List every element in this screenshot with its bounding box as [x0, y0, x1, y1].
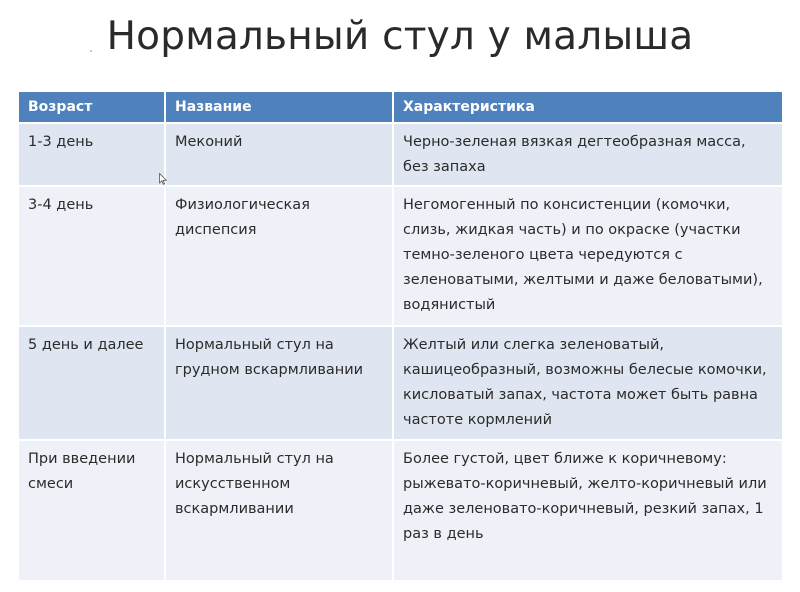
table-row: [19, 186, 782, 326]
stool-table-container: [19, 92, 782, 580]
page-title: Нормальный стул у малыша: [106, 14, 694, 59]
mouse-pointer-icon: [159, 173, 167, 185]
cell-description: Более густой, цвет ближе к коричневому: рыжевато-коричневый, желто-коричневый или даже зеленовато-коричневый, резкий запах, 1 раз в день: [393, 440, 782, 580]
header-name: Название: [165, 92, 393, 123]
header-age: Возраст: [19, 92, 165, 123]
cell-age: 5 день и далее: [19, 326, 165, 440]
cell-age: 3-4 день: [19, 186, 165, 326]
cell-name: Физиологическая диспепсия: [165, 186, 393, 326]
table-row: [19, 326, 782, 440]
table-header-row: [19, 92, 782, 123]
cell-description: Черно-зеленая вязкая дегтеобразная масса, без запаха: [393, 123, 782, 186]
stool-table: [19, 92, 782, 580]
cell-description: Негомогенный по консистенции (комочки, слизь, жидкая часть) и по окраске (участки темно-зеленого цвета чередуются с зеленоватыми, желтыми и даже беловатыми), водянистый: [393, 186, 782, 326]
cell-name: Меконий: [165, 123, 393, 186]
cell-name: Нормальный стул на искусственном вскармливании: [165, 440, 393, 580]
cell-description: Желтый или слегка зеленоватый, кашицеобразный, возможны белесые комочки, кисловатый запах, частота может быть равна частоте кормлений: [393, 326, 782, 440]
cell-name: Нормальный стул на грудном вскармливании: [165, 326, 393, 440]
decorative-dot: [90, 50, 92, 52]
header-description: Характеристика: [393, 92, 782, 123]
cell-age: 1-3 день: [19, 123, 165, 186]
cell-age: При введении смеси: [19, 440, 165, 580]
table-row: [19, 123, 782, 186]
table-row: [19, 440, 782, 580]
